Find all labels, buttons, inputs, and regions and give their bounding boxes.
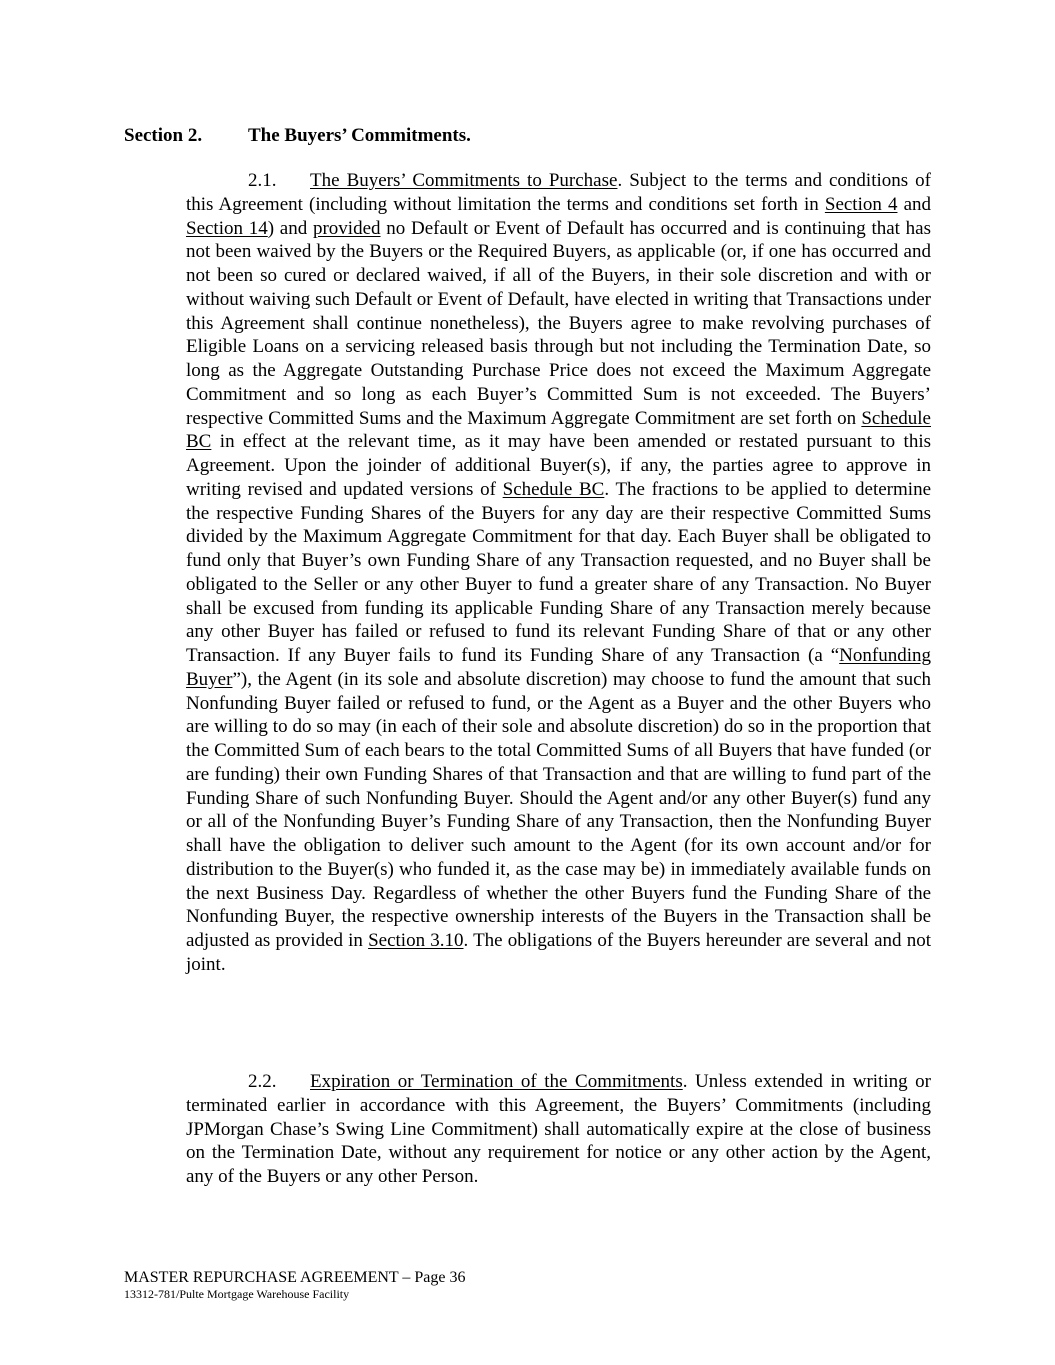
body-text: . Subject to the terms and conditions of this Agreement (including without limitation the terms and conditions set forth in — [186, 170, 931, 215]
page-footer — [124, 1268, 466, 1302]
body-text: ) and — [267, 217, 313, 239]
section-number: Section 2. — [124, 125, 203, 146]
schedule-bc-reference: Schedule BC — [186, 407, 931, 453]
paragraph-number: 2.1. — [248, 170, 277, 191]
footer-reference: 13312-781/Pulte Mortgage Warehouse Facility — [124, 1287, 350, 1301]
paragraph-2-1 — [186, 169, 931, 977]
body-text: and — [897, 193, 932, 215]
paragraph-number: 2.2. — [248, 1071, 277, 1092]
section-3-10-reference: Section 3.10 — [368, 930, 464, 951]
provided-term: provided — [312, 217, 381, 239]
section-title: The Buyers’ Commitments. — [248, 125, 471, 146]
nonfunding-buyer-term: Nonfunding Buyer — [186, 645, 931, 690]
body-text: . The fractions to be applied to determine the respective Funding Shares of the Buyers for any day are their respective Committed Sums divided by the Maximum Aggregate Commitment for that day. Each Buyer shall be obligated to fund only that Buyer’s own Funding Share of any Transaction requested, and no Buyer shall be obligated to the Seller or any other Buyer to fund a greater share of any Transaction. No Buyer shall be excused from funding its applicable Funding Share of any Transaction merely because any other Buyer has failed or refused to fund its relevant Funding Share of that or any other Transaction. If any Buyer fails to fund its Funding Share of any Transaction (a “ — [186, 478, 931, 666]
body-text: . Unless extended in writing or terminated earlier in accordance with this Agreement, the Buyers’ Commitments (including JPMorgan Chase’s Swing Line Commitment) shall automatically expire at the close of business on the Termination Date, without any requirement for notice or any other action by the Agent, any of the Buyers or any other Person. — [186, 1071, 931, 1187]
section-14-reference: Section 14 — [186, 217, 268, 239]
paragraph-heading: Expiration or Termination of the Commitments — [310, 1071, 683, 1092]
body-text: ”), the Agent (in its sole and absolute discretion) may choose to fund the amount that such Nonfunding Buyer failed or refused to fund, or the Agent as a Buyer and the other Buyers who are willing to do so may (in each of their sole and absolute discretion) do so in the proportion that the Committed Sum of each bears to the total Committed Sums of all Buyers that have funded (or are funding) their own Funding Shares of that Transaction and that are willing to fund part of the Funding Share of such Nonfunding Buyer. Should the Agent and/or any other Buyer(s) fund any or all of the Nonfunding Buyer’s Funding Share of any Transaction, then the Nonfunding Buyer shall have the obligation to deliver such amount to the Agent (for its own account and/or for distribution to the Buyer(s) who funded it, as the case may be) in immediately available funds on the next Business Day. Regardless of whether the other Buyers fund the Funding Share of the Nonfunding Buyer, the respective ownership interests of the Buyers in the Transaction shall be adjusted as provided in — [186, 668, 931, 951]
paragraph-heading: The Buyers’ Commitments to Purchase — [310, 170, 618, 191]
schedule-bc-reference: Schedule BC — [502, 478, 605, 500]
footer-title: MASTER REPURCHASE AGREEMENT – Page 36 — [124, 1269, 466, 1286]
body-text: in effect at the relevant time, as it may have been amended or restated pursuant to this Agreement. Upon the joinder of additional Buyer(s), if any, the parties agree to approve in writing revised and updated versions of — [186, 431, 931, 500]
paragraph-2-2 — [186, 1070, 931, 1189]
section-4-reference: Section 4 — [824, 193, 898, 215]
section-heading — [124, 124, 471, 148]
body-text: no Default or Event of Default has occurred and is continuing that has not been waived by the Buyers or the Required Buyers, as applicable (or, if one has occurred and not been so cured or declared waived, if all of the Buyers, in their sole discretion and with or without waiving such Default or Event of Default, have elected in writing that Transactions under this Agreement shall continue nonetheless), the Buyers agree to make revolving purchases of Eligible Loans on a servicing released basis through but not including the Termination Date, so long as the Aggregate Outstanding Purchase Price does not exceed the Maximum Aggregate Commitment and so long as each Buyer’s Committed Sum is not exceeded. The Buyers’ respective Committed Sums and the Maximum Aggregate Commitment are set forth on — [186, 217, 932, 429]
body-text: . The obligations of the Buyers hereunder are several and not joint. — [186, 930, 931, 975]
